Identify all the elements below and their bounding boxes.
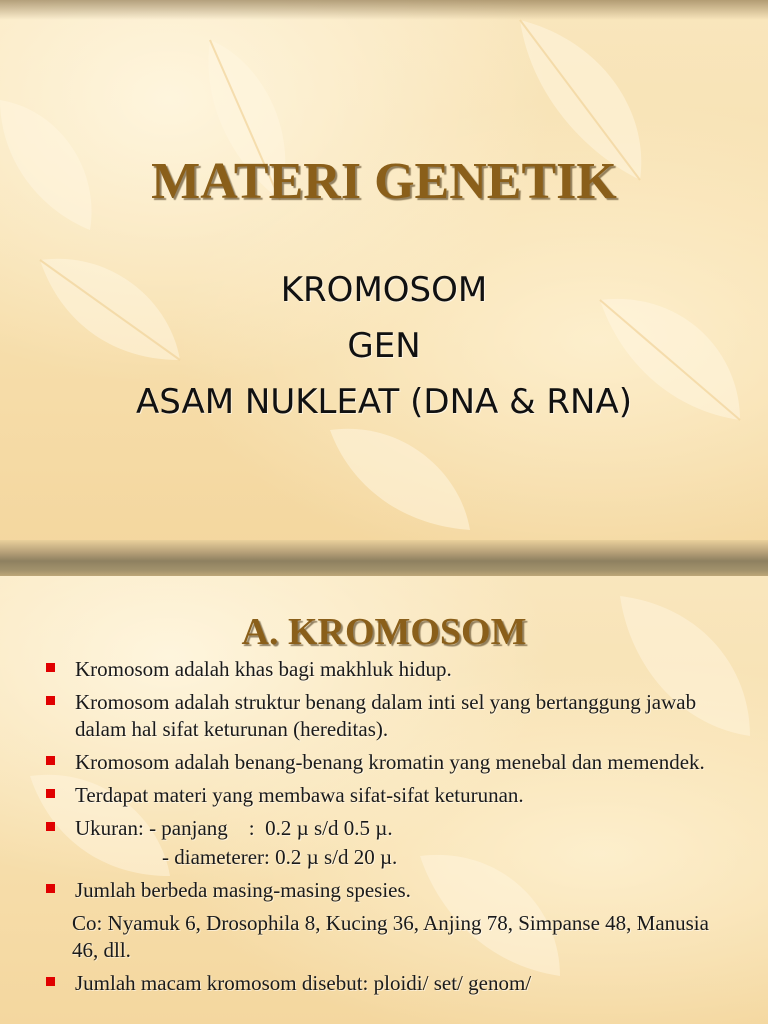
list-item-text: Kromosom adalah struktur benang dalam inti sel yang bertanggung jawab dalam hal sifat keturunan (hereditas). xyxy=(75,690,697,741)
bullet-square-icon xyxy=(46,884,55,893)
bullet-square-icon xyxy=(46,789,55,798)
bullet-square-icon xyxy=(46,663,55,672)
list-item-continuation: - diameterer: 0.2 µ s/d 20 µ. xyxy=(162,845,398,869)
subtitle-list xyxy=(0,262,768,430)
example-text: Co: Nyamuk 6, Drosophila 8, Kucing 36, Anjing 78, Simpanse 48, Manusia 46, dll. xyxy=(72,911,709,962)
subtitle-line: ASAM NUKLEAT (DNA & RNA) xyxy=(136,382,632,422)
list-item-text: Jumlah berbeda masing-masing spesies. xyxy=(75,878,411,902)
list-item-text: Ukuran: - panjang : 0.2 µ s/d 0.5 µ. xyxy=(75,816,393,840)
list-item-text: Kromosom adalah khas bagi makhluk hidup. xyxy=(75,657,452,681)
subtitle-line: KROMOSOM xyxy=(280,270,488,310)
list-item-text: Jumlah macam kromosom disebut: ploidi/ set/ genom/ xyxy=(75,971,532,995)
section-heading: A. KROMOSOM xyxy=(241,611,527,653)
bullet-square-icon xyxy=(46,977,55,986)
list-item xyxy=(44,970,734,997)
slide-title: MATERI GENETIK xyxy=(151,153,617,210)
bullet-square-icon xyxy=(46,756,55,765)
bullet-square-icon xyxy=(46,822,55,831)
content-slide xyxy=(0,576,768,1024)
list-item xyxy=(44,656,734,683)
list-item xyxy=(44,877,734,904)
list-item xyxy=(44,689,734,743)
list-item xyxy=(44,782,734,809)
bullet-list xyxy=(44,656,734,1003)
list-item-text: Kromosom adalah benang-benang kromatin yang menebal dan memendek. xyxy=(75,750,705,774)
subtitle-line: GEN xyxy=(347,326,421,366)
bullet-square-icon xyxy=(46,696,55,705)
list-item-text: Terdapat materi yang membawa sifat-sifat keturunan. xyxy=(75,783,524,807)
list-item xyxy=(44,815,734,842)
list-item xyxy=(44,749,734,776)
